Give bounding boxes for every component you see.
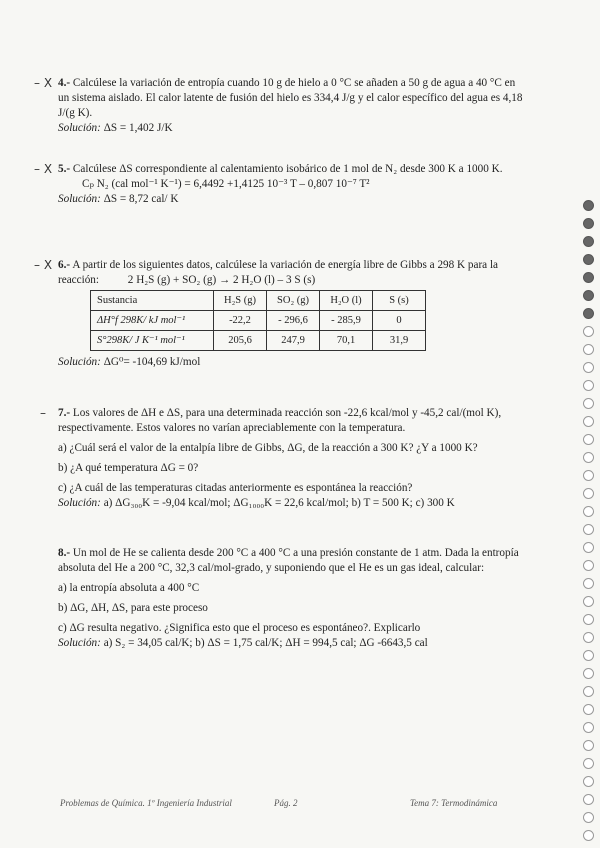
margin-mark-5: – X	[34, 162, 53, 176]
binding-hole	[583, 398, 594, 409]
problem-item: c) ¿A cuál de las temperaturas citadas anteriormente es espontánea la reacción?	[58, 482, 413, 494]
binding-hole	[583, 740, 594, 751]
solution-text: ΔS = 8,72 cal/ K	[103, 193, 179, 205]
table-header-row	[91, 291, 426, 311]
problem-4	[58, 76, 528, 136]
table-header: SO₂ (g)	[267, 291, 320, 311]
binding-hole	[583, 362, 594, 373]
problem-5	[58, 162, 528, 207]
table-row	[91, 311, 426, 331]
binding-hole	[583, 596, 594, 607]
binding-hole	[583, 272, 594, 283]
solution-text: ΔS = 1,402 J/K	[103, 122, 173, 134]
margin-mark-7: –	[40, 406, 46, 420]
binding-hole	[583, 470, 594, 481]
problem-text: Los valores de ΔH e ΔS, para una determinada reacción son -22,6 kcal/mol y -45,2 cal/(mol K), respectivamente. Estos valores no varían apreciablemente con la temperatura.	[58, 407, 502, 434]
binding-hole	[583, 830, 594, 841]
binding-hole	[583, 560, 594, 571]
binding-hole	[583, 488, 594, 499]
problem-item: a) ¿Cuál será el valor de la entalpía libre de Gibbs, ΔG, de la reacción a 300 K? ¿Y a 1000 K?	[58, 442, 478, 454]
problem-6	[58, 258, 528, 370]
binding-hole	[583, 614, 594, 625]
binding-hole	[583, 506, 594, 517]
problem-text: Calcúlese la variación de entropía cuando 10 g de hielo a 0 °C se añaden a 50 g de agua a 40 °C en un sistema aislado. El calor latente de fusión del hielo es 334,4 J/g y el calor específico del agua es 4,18 J/(g K).	[58, 77, 523, 119]
binding-hole	[583, 254, 594, 265]
problem-text: Un mol de He se calienta desde 200 °C a 400 °C a una presión constante de 1 atm. Dada la entropía absoluta del He a 200 °C, 32,3 cal/mol-grado, y suponiendo que el He es un gas ideal, calcular:	[58, 547, 519, 574]
solution-label: Solución:	[58, 497, 101, 509]
binding-hole	[583, 200, 594, 211]
problem-number: 7.-	[58, 407, 71, 419]
solution-label: Solución:	[58, 356, 101, 368]
problem-text: Calcúlese ΔS correspondiente al calentamiento isobárico de 1 mol de N₂ desde 300 K a 1000 K.	[72, 163, 503, 175]
binding-hole	[583, 686, 594, 697]
table-header: Sustancia	[91, 291, 214, 311]
binding-hole	[583, 650, 594, 661]
table-cell: 31,9	[373, 331, 426, 351]
table-cell: S°298K/ J K⁻¹ mol⁻¹	[91, 331, 214, 351]
table-cell: ΔH°f 298K/ kJ mol⁻¹	[91, 311, 214, 331]
table-cell: 205,6	[214, 331, 267, 351]
table-cell: - 285,9	[320, 311, 373, 331]
binding-hole	[583, 434, 594, 445]
table-cell: 0	[373, 311, 426, 331]
problem-number: 8.-	[58, 547, 71, 559]
binding-hole	[583, 236, 594, 247]
problem-item: a) la entropía absoluta a 400 °C	[58, 582, 200, 594]
problem-number: 6.-	[58, 259, 71, 271]
table-cell: 70,1	[320, 331, 373, 351]
binding-hole	[583, 578, 594, 589]
problem-item: b) ¿A qué temperatura ΔG = 0?	[58, 462, 199, 474]
binding-hole	[583, 542, 594, 553]
table-header: S (s)	[373, 291, 426, 311]
page-number: Pág. 2	[274, 798, 298, 808]
binding-hole	[583, 380, 594, 391]
spiral-binding	[580, 200, 596, 848]
reaction-equation: 2 H₂S (g) + SO₂ (g) → 2 H₂O (l) – 3 S (s)	[127, 274, 316, 286]
table-cell: - 296,6	[267, 311, 320, 331]
binding-hole	[583, 290, 594, 301]
problem-item: c) ΔG resulta negativo. ¿Significa esto que el proceso es espontáneo?. Explicarlo	[58, 622, 421, 634]
binding-hole	[583, 344, 594, 355]
table-row	[91, 331, 426, 351]
solution-text: a) S₂ = 34,05 cal/K; b) ΔS = 1,75 cal/K; ΔH = 994,5 cal; ΔG -6643,5 cal	[103, 637, 428, 649]
binding-hole	[583, 218, 594, 229]
table-cell: 247,9	[267, 331, 320, 351]
table-header: H₂O (l)	[320, 291, 373, 311]
problem-text: A partir de los siguientes datos, calcúlese la variación de energía libre de Gibbs a 298 K para la reacción:	[58, 259, 499, 286]
problem-number: 4.-	[58, 77, 71, 89]
binding-hole	[583, 452, 594, 463]
solution-text: a) ΔG₃₀₀K = -9,04 kcal/mol; ΔG₁₀₀₀K = 22,6 kcal/mol; b) T = 500 K; c) 300 K	[103, 497, 455, 509]
binding-hole	[583, 668, 594, 679]
margin-mark-6: – X	[34, 258, 53, 272]
solution-label: Solución:	[58, 122, 101, 134]
binding-hole	[583, 758, 594, 769]
solution-label: Solución:	[58, 637, 101, 649]
binding-hole	[583, 776, 594, 787]
binding-hole	[583, 524, 594, 535]
problem-item: b) ΔG, ΔH, ΔS, para este proceso	[58, 602, 208, 614]
binding-hole	[583, 704, 594, 715]
footer-right: Tema 7: Termodinámica	[410, 798, 498, 808]
table-header: H₂S (g)	[214, 291, 267, 311]
thermo-data-table	[90, 290, 426, 351]
problem-8	[58, 546, 528, 651]
binding-hole	[583, 722, 594, 733]
problem-7	[58, 406, 528, 511]
binding-hole	[583, 326, 594, 337]
binding-hole	[583, 416, 594, 427]
problem-number: 5.-	[58, 163, 71, 175]
binding-hole	[583, 812, 594, 823]
footer-left: Problemas de Química. 1º Ingeniería Industrial	[60, 798, 232, 808]
binding-hole	[583, 632, 594, 643]
binding-hole	[583, 794, 594, 805]
margin-mark-4: – X	[34, 76, 53, 90]
binding-hole	[583, 308, 594, 319]
table-cell: -22,2	[214, 311, 267, 331]
solution-label: Solución:	[58, 193, 101, 205]
solution-text: ΔG⁰= -104,69 kJ/mol	[103, 356, 201, 368]
heat-capacity-formula: Cₚ N₂ (cal mol⁻¹ K⁻¹) = 6,4492 +1,4125 10⁻³ T – 0,807 10⁻⁷ T²	[82, 178, 370, 190]
